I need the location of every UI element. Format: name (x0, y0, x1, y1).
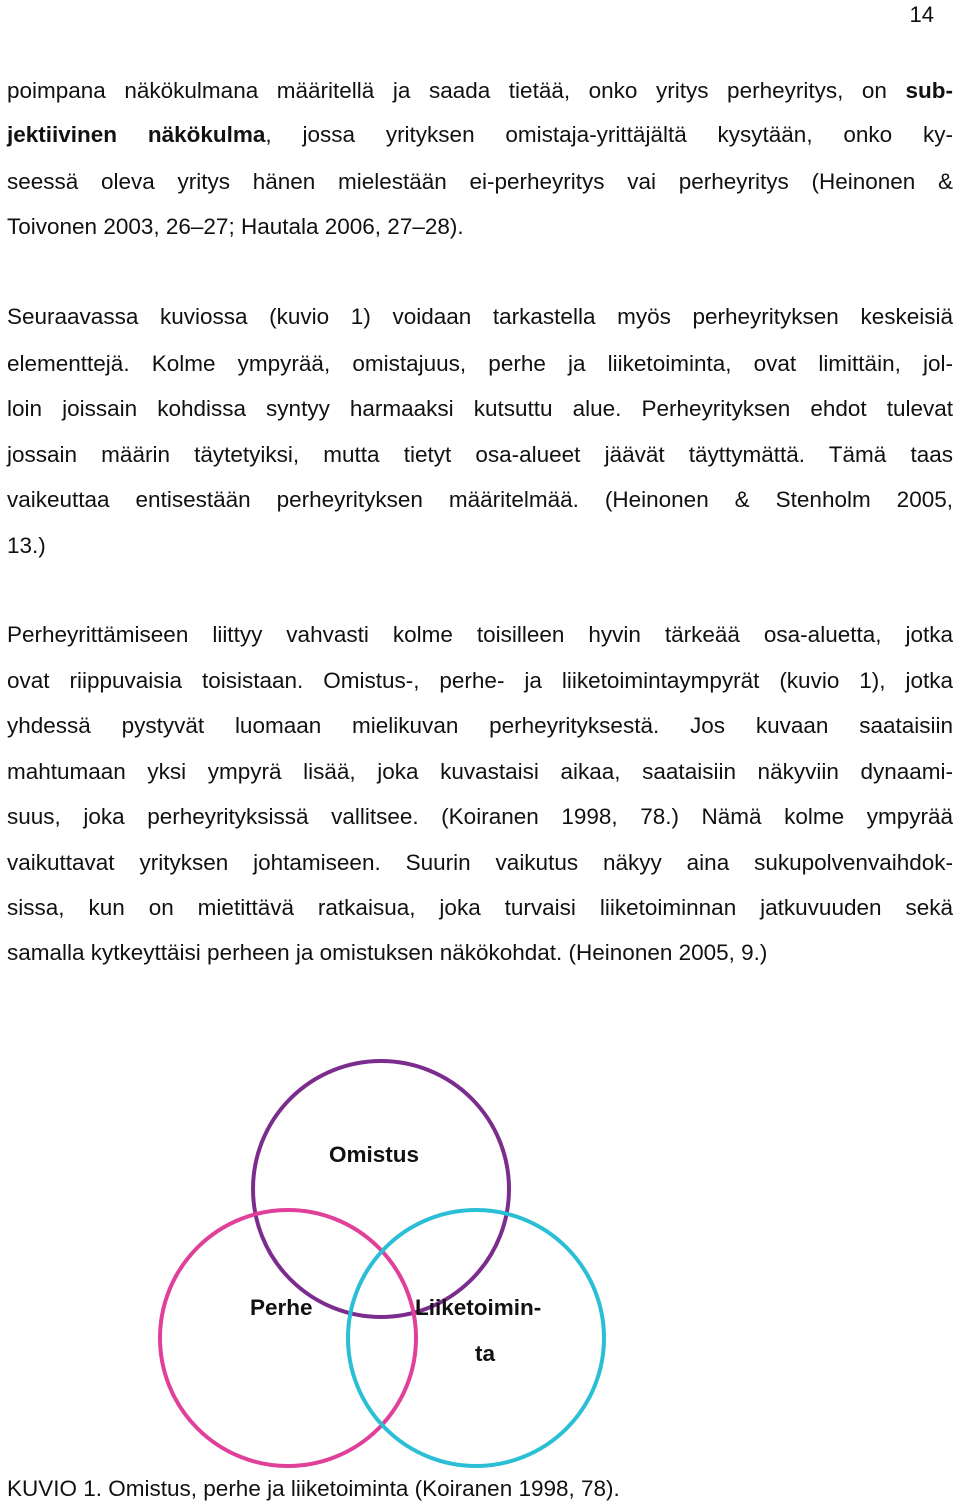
liiketoiminta-circle (348, 1210, 604, 1466)
page-number: 14 (909, 2, 934, 27)
paragraph-3-line-6: vaikuttavat yrityksen johtamiseen. Suurin vaikutus näkyy aina sukupolvenvaihdok- (7, 850, 953, 875)
paragraph-1-line-2 (7, 124, 953, 147)
perhe-label: Perhe (250, 1295, 313, 1320)
perhe-circle (160, 1210, 416, 1466)
paragraph-3-line-2: ovat riippuvaisia toisistaan. Omistus-, perhe- ja liiketoimintaympyrät (kuvio 1), jotka (7, 668, 953, 693)
figure-caption: KUVIO 1. Omistus, perhe ja liiketoiminta (Koiranen 1998, 78). (7, 1476, 620, 1501)
paragraph-1-line-3: seessä oleva yritys hänen mielestään ei-perheyritys vai perheyritys (Heinonen & (7, 169, 953, 194)
text-run: poimpana näkökulmana määritellä ja saada tietää, onko yritys perheyritys, on (7, 78, 906, 103)
paragraph-3-line-3: yhdessä pystyvät luomaan mielikuvan perheyrityksestä. Jos kuvaan saataisiin (7, 713, 953, 738)
paragraph-3-line-1: Perheyrittämiseen liittyy vahvasti kolme toisilleen hyvin tärkeää osa-aluetta, jotka (7, 622, 953, 647)
paragraph-1-line-1 (7, 80, 953, 103)
paragraph-2-line-6: 13.) (7, 533, 46, 558)
paragraph-2-line-5: vaikeuttaa entisestään perheyrityksen määritelmää. (Heinonen & Stenholm 2005, (7, 487, 953, 512)
paragraph-3-line-4: mahtumaan yksi ympyrä lisää, joka kuvastaisi aikaa, saataisiin näkyviin dynaami- (7, 759, 953, 784)
paragraph-3-line-5: suus, joka perheyrityksissä vallitsee. (Koiranen 1998, 78.) Nämä kolme ympyrää (7, 804, 953, 829)
paragraph-1-line-4: Toivonen 2003, 26–27; Hautala 2006, 27–28). (7, 214, 464, 239)
omistus-label: Omistus (329, 1142, 420, 1167)
text-run: , jossa yrityksen omistaja-yrittäjältä kysytään, onko ky- (265, 122, 953, 147)
paragraph-2-line-4: jossain määrin täytetyiksi, mutta tietyt osa-alueet jäävät täyttymättä. Tämä taas (7, 442, 953, 467)
bold-term: jektiivinen näkökulma (7, 122, 266, 147)
venn-diagram (0, 1040, 960, 1470)
liiketoiminta-label-line-1: Liiketoimin- (415, 1295, 542, 1320)
paragraph-3-line-8: samalla kytkeyttäisi perheen ja omistuksen näkökohdat. (Heinonen 2005, 9.) (7, 940, 768, 965)
paragraph-2-line-2: elementtejä. Kolme ympyrää, omistajuus, perhe ja liiketoiminta, ovat limittäin, jol- (7, 351, 953, 376)
paragraph-3-line-7: sissa, kun on mietittävä ratkaisua, joka turvaisi liiketoiminnan jatkuvuuden sekä (7, 895, 953, 920)
liiketoiminta-label-line-2: ta (475, 1341, 496, 1366)
paragraph-2-line-3: loin joissain kohdissa syntyy harmaaksi kutsuttu alue. Perheyrityksen ehdot tulevat (7, 396, 953, 421)
bold-term: sub- (905, 78, 953, 103)
paragraph-2-line-1: Seuraavassa kuviossa (kuvio 1) voidaan tarkastella myös perheyrityksen keskeisiä (7, 304, 953, 329)
omistus-circle (253, 1061, 509, 1317)
